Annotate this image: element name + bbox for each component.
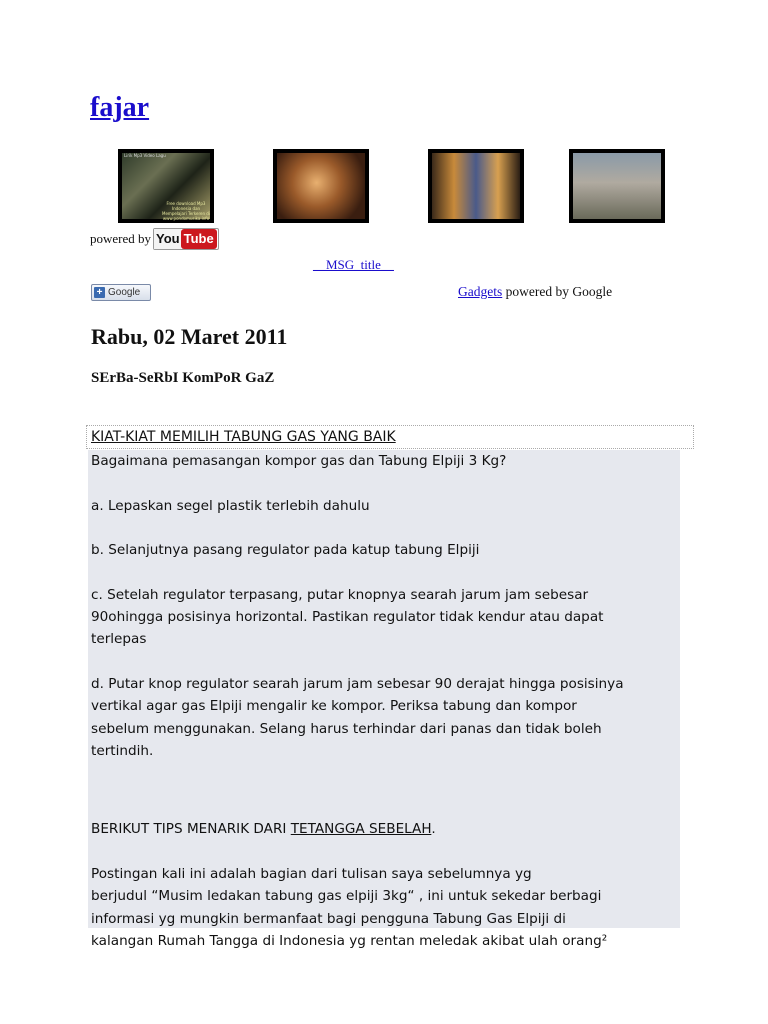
youtube-logo-tube: Tube [181, 229, 217, 249]
youtube-logo[interactable] [153, 228, 219, 250]
post-date-header: Rabu, 02 Maret 2011 [91, 324, 288, 349]
youtube-logo-you: You [154, 229, 181, 249]
step-c-line: 90ohingga posisinya horizontal. Pastikan regulator tidak kendur atau dapat [91, 609, 604, 626]
question-text: Bagaimana pemasangan kompor gas dan Tabung Elpiji 3 Kg? [91, 453, 507, 469]
step-c-line: c. Setelah regulator terpasang, putar knopnya searah jarum jam sebesar [91, 586, 589, 603]
video-thumbnail-2[interactable] [273, 149, 369, 223]
video-still-image [573, 153, 661, 219]
video-still-image [432, 153, 520, 219]
gadgets-link[interactable]: Gadgets [458, 284, 503, 299]
gadgets-powered-text: powered by Google [502, 284, 613, 299]
post-body [88, 450, 680, 949]
add-to-google-button[interactable] [91, 284, 151, 301]
google-button-label: Google [108, 287, 141, 298]
post-title: SErBa-SeRbI KomPoR GaZ [91, 370, 275, 386]
powered-by-youtube [90, 227, 219, 251]
step-d-line: sebelum menggunakan. Selang harus terhindar dari panas dan tidak boleh [91, 720, 602, 737]
powered-by-label: powered by [90, 231, 152, 246]
tetangga-sebelah-link[interactable]: TETANGGA SEBELAH [290, 821, 432, 838]
blog-title-link[interactable]: fajar [90, 92, 150, 123]
paragraph-line: berjudul “Musim ledakan tabung gas elpiji 3kg“ , ini untuk sekedar berbagi [91, 888, 602, 905]
thumbnail-caption: Free download Mp3 Indonesia dan Mempelajari Terkeren di www.pondomusika.info [162, 201, 210, 221]
step-b: b. Selanjutnya pasang regulator pada katup tabung Elpiji [91, 542, 480, 559]
step-d-line: tertindih. [91, 742, 154, 759]
msg-title-link[interactable]: __MSG_title__ [313, 257, 394, 272]
step-a: a. Lepaskan segel plastik terlebih dahulu [91, 497, 370, 514]
tips-suffix: . [431, 821, 436, 838]
paragraph-line: kalangan Rumah Tangga di Indonesia yg rentan meledak akibat ulah orang² [91, 932, 608, 949]
tips-prefix: BERIKUT TIPS MENARIK DARI [91, 821, 291, 838]
gadgets-credit [458, 284, 612, 300]
section-heading [86, 425, 694, 449]
video-thumbnail-4[interactable] [569, 149, 665, 223]
video-thumbnail-3[interactable] [428, 149, 524, 223]
step-d-line: d. Putar knop regulator searah jarum jam sebesar 90 derajat hingga posisinya [91, 675, 624, 692]
tips-heading [91, 818, 680, 840]
step-c-line: terlepas [91, 631, 147, 648]
paragraph-line: Postingan kali ini adalah bagian dari tulisan saya sebelumnya yg [91, 866, 532, 883]
video-still-image [277, 153, 365, 219]
video-thumbnail-1[interactable] [118, 149, 214, 223]
section-heading-text: KIAT-KIAT MEMILIH TABUNG GAS YANG BAIK [91, 429, 396, 445]
paragraph-line: informasi yg mungkin bermanfaat bagi pengguna Tabung Gas Elpiji di [91, 910, 566, 927]
thumbnail-overlay-text: Lirik Mp3 Video Lagu [124, 153, 166, 158]
step-d-line: vertikal agar gas Elpiji mengalir ke kompor. Periksa tabung dan kompor [91, 698, 577, 715]
plus-icon: + [94, 287, 105, 298]
